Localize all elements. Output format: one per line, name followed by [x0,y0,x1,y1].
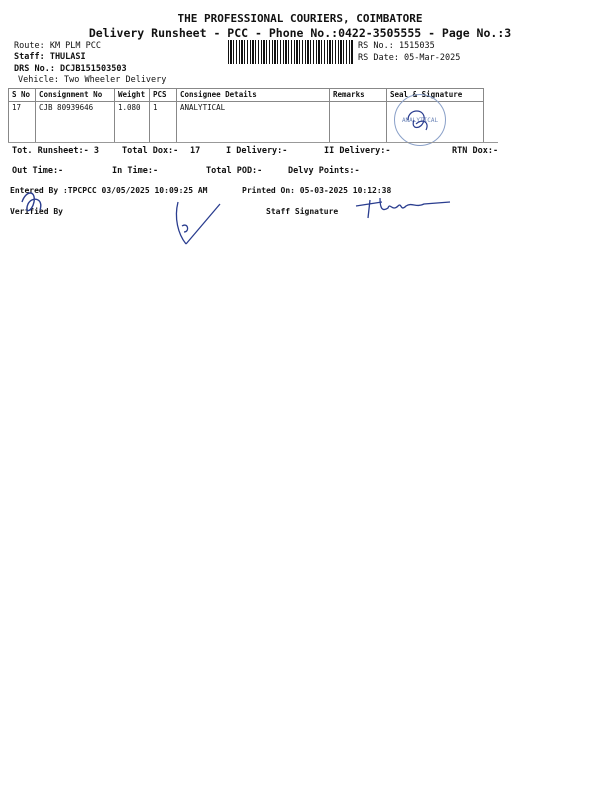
cell-sno: 17 [9,102,36,143]
scribble-mark [170,198,230,248]
verifier-signature [16,182,56,222]
barcode-image [228,40,354,64]
divider [8,142,498,143]
drs-number: DRS No.: DCJB151503503 [14,64,127,74]
total-dox-value: 17 [190,146,201,156]
verified-by: Verified By [10,207,63,216]
stamp-text: ANALYTICAL [401,116,439,124]
col-consignee: Consignee Details [177,89,330,102]
rs-number: RS No.: 1515035 [358,41,435,51]
printed-on: Printed On: 05-03-2025 10:12:38 [242,186,392,195]
total-pod: Total POD:- [206,166,263,176]
i-delivery: I Delivery:- [226,146,288,156]
delvy-points: Delvy Points:- [288,166,360,176]
cell-remarks [330,102,387,143]
cell-consignee: ANALYTICAL [177,102,330,143]
runsheet-subtitle: Delivery Runsheet - PCC - Phone No.:0422-3505555 - Page No.:3 [88,26,512,40]
cell-weight: 1.080 [115,102,150,143]
col-seal-signature: Seal & Signature [387,89,484,102]
col-pcs: PCS [150,89,177,102]
staff-label: Staff: THULASI [14,52,86,62]
route-label: Route: KM PLM PCC [14,41,101,51]
rtn-dox: RTN Dox:- [452,146,499,156]
rs-date: RS Date: 05-Mar-2025 [358,53,461,63]
cell-consignment: CJB 80939646 [36,102,115,143]
vehicle-label: Vehicle: Two Wheeler Delivery [18,75,167,85]
ii-delivery: II Delivery:- [324,146,391,156]
in-time: In Time:- [112,166,159,176]
col-remarks: Remarks [330,89,387,102]
seal-signature-mark [396,98,442,142]
cell-pcs: 1 [150,102,177,143]
col-sno: S No [9,89,36,102]
col-consignment: Consignment No [36,89,115,102]
staff-signature-label: Staff Signature [266,207,339,216]
total-dox-label: Total Dox:- [122,146,179,156]
col-weight: Weight [115,89,150,102]
company-title: THE PROFESSIONAL COURIERS, COIMBATORE [177,12,423,25]
entered-by: Entered By :TPCPCC 03/05/2025 10:09:25 AM [10,186,208,195]
tot-runsheet: Tot. Runsheet:- 3 [12,146,99,156]
out-time: Out Time:- [12,166,64,176]
staff-handwritten-signature [354,192,454,222]
